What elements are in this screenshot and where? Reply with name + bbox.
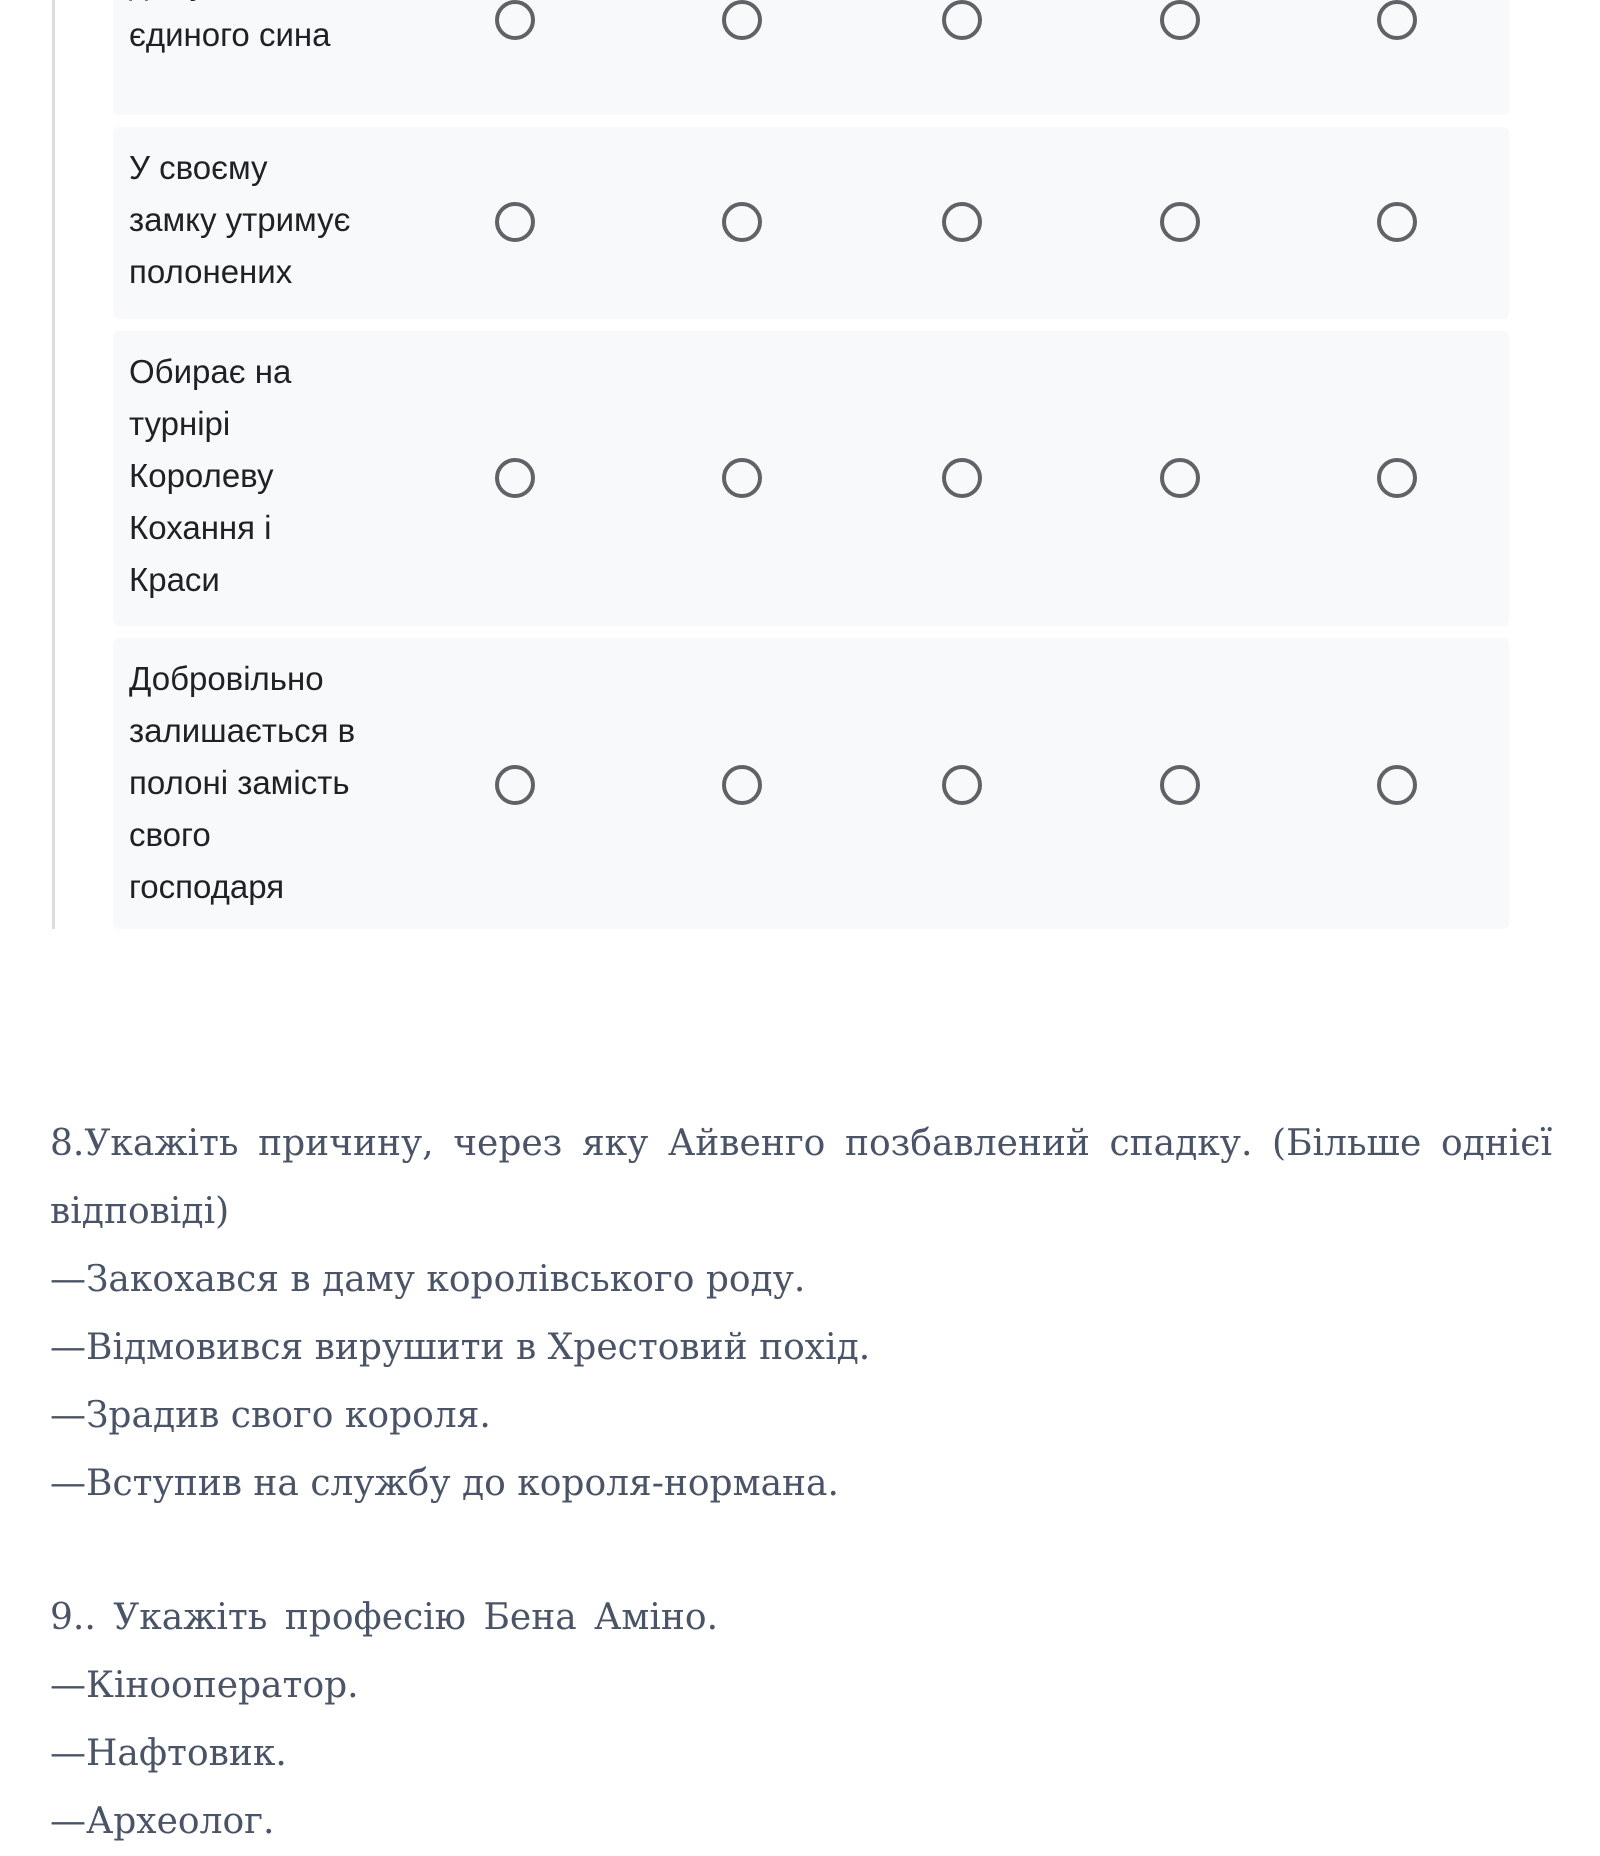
- radio-button[interactable]: [495, 202, 535, 242]
- radio-button[interactable]: [1160, 0, 1200, 40]
- radio-button[interactable]: [1377, 765, 1417, 805]
- radio-button[interactable]: [942, 202, 982, 242]
- grid-row-label: єдиного сина: [129, 16, 331, 53]
- grid-row: [113, 331, 1509, 626]
- radio-button[interactable]: [1377, 202, 1417, 242]
- answer-option: —Закохався в даму королівського роду.: [50, 1259, 806, 1300]
- radio-button[interactable]: [1377, 458, 1417, 498]
- grid-row-label: У своєму замку утримує полонених: [129, 149, 351, 290]
- question-text: 9.. Укажіть професію Бена Аміно.: [50, 1597, 719, 1638]
- radio-button[interactable]: [495, 458, 535, 498]
- choice-grid: [52, 0, 1515, 929]
- answer-option: —Археолог.: [50, 1801, 275, 1842]
- radio-button[interactable]: [722, 458, 762, 498]
- radio-button[interactable]: [1160, 202, 1200, 242]
- radio-button[interactable]: [495, 0, 535, 40]
- radio-button[interactable]: [942, 0, 982, 40]
- grid-row-label: Обирає на турнірі Королеву Кохання і Краси: [129, 353, 292, 598]
- radio-button[interactable]: [942, 765, 982, 805]
- answer-option: —Зрадив свого короля.: [50, 1395, 491, 1436]
- radio-button[interactable]: [1160, 458, 1200, 498]
- grid-row: [113, 638, 1509, 929]
- question-8: [50, 1110, 1552, 1518]
- answer-option: —Нафтовик.: [50, 1733, 287, 1774]
- question-text: 8.Укажіть причину, через яку Айвенго позбавлений спадку. (Більше однієї відповіді): [50, 1123, 1552, 1232]
- radio-button[interactable]: [722, 765, 762, 805]
- radio-button[interactable]: [1377, 0, 1417, 40]
- questions-section: [50, 1110, 1552, 1856]
- radio-button[interactable]: [722, 0, 762, 40]
- answer-option: —Кінооператор.: [50, 1665, 359, 1706]
- radio-button[interactable]: [942, 458, 982, 498]
- question-9: [50, 1584, 1552, 1856]
- grid-row: [113, 0, 1509, 115]
- answer-option: —Вступив на службу до короля-нормана.: [50, 1463, 839, 1504]
- grid-row-label: Добровільно залишається в полоні замість свого господаря: [129, 660, 356, 905]
- radio-button[interactable]: [495, 765, 535, 805]
- answer-option: —Відмовився вирушити в Хрестовий похід.: [50, 1327, 871, 1368]
- grid-row: [113, 127, 1509, 319]
- radio-button[interactable]: [722, 202, 762, 242]
- radio-button[interactable]: [1160, 765, 1200, 805]
